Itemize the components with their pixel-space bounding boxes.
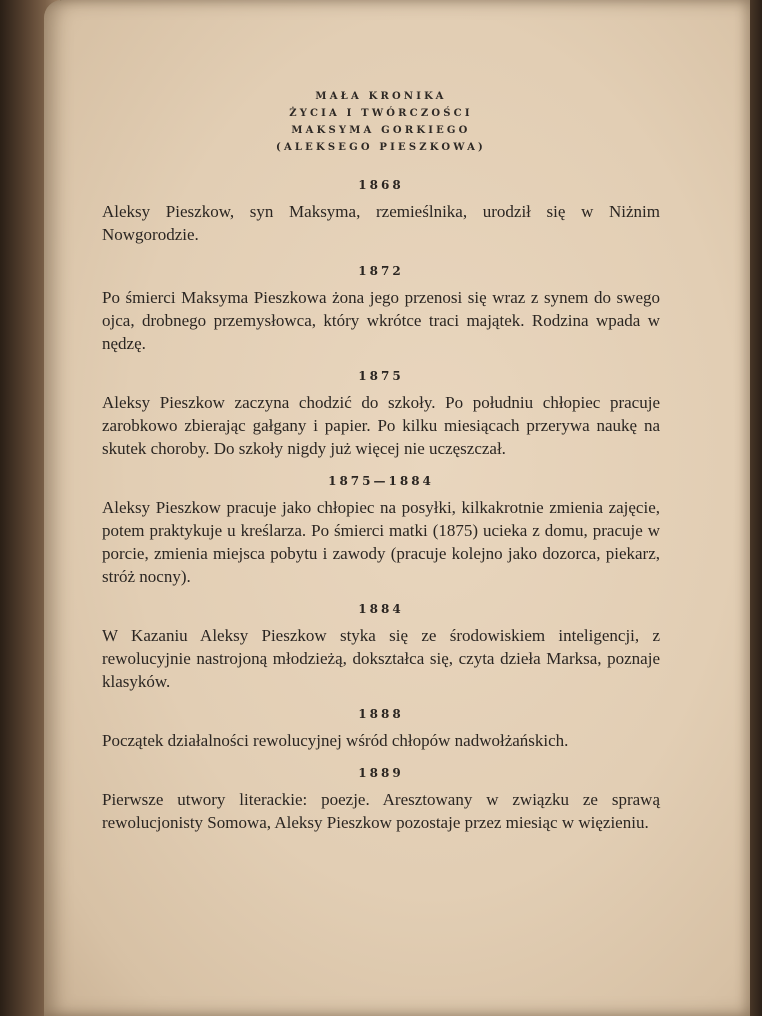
heading-line-3: MAKSYMA GORKIEGO bbox=[291, 125, 471, 136]
entry-1875 bbox=[102, 368, 660, 460]
entry-1884 bbox=[102, 601, 660, 693]
entry-text: Aleksy Pieszkow, syn Maksyma, rzemieślnika, urodził się w Niżnim Nowgorodzie. bbox=[102, 202, 660, 244]
entry-1868 bbox=[102, 177, 660, 246]
entry-year: 1872 bbox=[358, 264, 404, 278]
entry-year: 1888 bbox=[358, 707, 404, 721]
entry-1888 bbox=[102, 706, 660, 752]
entry-text: Początek działalności rewolucyjnej wśród chłopów nadwołżańskich. bbox=[102, 731, 569, 750]
heading-line-4: (ALEKSEGO PIESZKOWA) bbox=[276, 142, 486, 153]
entry-year: 1884 bbox=[358, 602, 404, 616]
entry-year: 1889 bbox=[358, 766, 404, 780]
heading-line-2: ŻYCIA I TWÓRCZOŚCI bbox=[289, 108, 473, 119]
page-content bbox=[102, 80, 660, 834]
entry-text: W Kazaniu Aleksy Pieszkow styka się ze środowiskiem inteligencji, z rewolucyjnie nastrojoną młodzieżą, dokształca się, czyta dzieła Marksa, poznaje klasyków. bbox=[102, 626, 660, 691]
entry-text: Po śmierci Maksyma Pieszkowa żona jego przenosi się wraz z synem do swego ojca, drobnego przemysłowca, który wkrótce traci majątek. Rodzina wpada w nędzę. bbox=[102, 288, 660, 353]
book-page bbox=[44, 0, 750, 1016]
entry-1872 bbox=[102, 263, 660, 355]
entry-year: 1875 bbox=[358, 369, 404, 383]
entry-1875-1884 bbox=[102, 473, 660, 588]
entry-1889 bbox=[102, 765, 660, 834]
entry-text: Aleksy Pieszkow zaczyna chodzić do szkoły. Po południu chłopiec pracuje zarobkowo zbierając gałgany i papier. Po kilku miesiącach przerywa naukę na skutek choroby. Do szkoły nigdy już więcej nie uczęszczał. bbox=[102, 393, 660, 458]
chapter-heading bbox=[102, 88, 660, 156]
entry-text: Pierwsze utwory literackie: poezje. Aresztowany w związku ze sprawą rewolucjonisty Somowa, Aleksy Pieszkow pozostaje przez miesiąc w więzieniu. bbox=[102, 790, 660, 832]
heading-line-1: MAŁA KRONIKA bbox=[315, 91, 447, 102]
entry-year: 1868 bbox=[358, 178, 404, 192]
entry-text: Aleksy Pieszkow pracuje jako chłopiec na posyłki, kilkakrotnie zmienia zajęcie, potem praktykuje u kreślarza. Po śmierci matki (1875) ucieka z domu, pracuje w porcie, zmienia miejsca pobytu i zawody (pracuje kolejno jako dozorca, piekarz, stróż nocny). bbox=[102, 498, 660, 586]
entry-year: 1875—1884 bbox=[328, 474, 434, 488]
